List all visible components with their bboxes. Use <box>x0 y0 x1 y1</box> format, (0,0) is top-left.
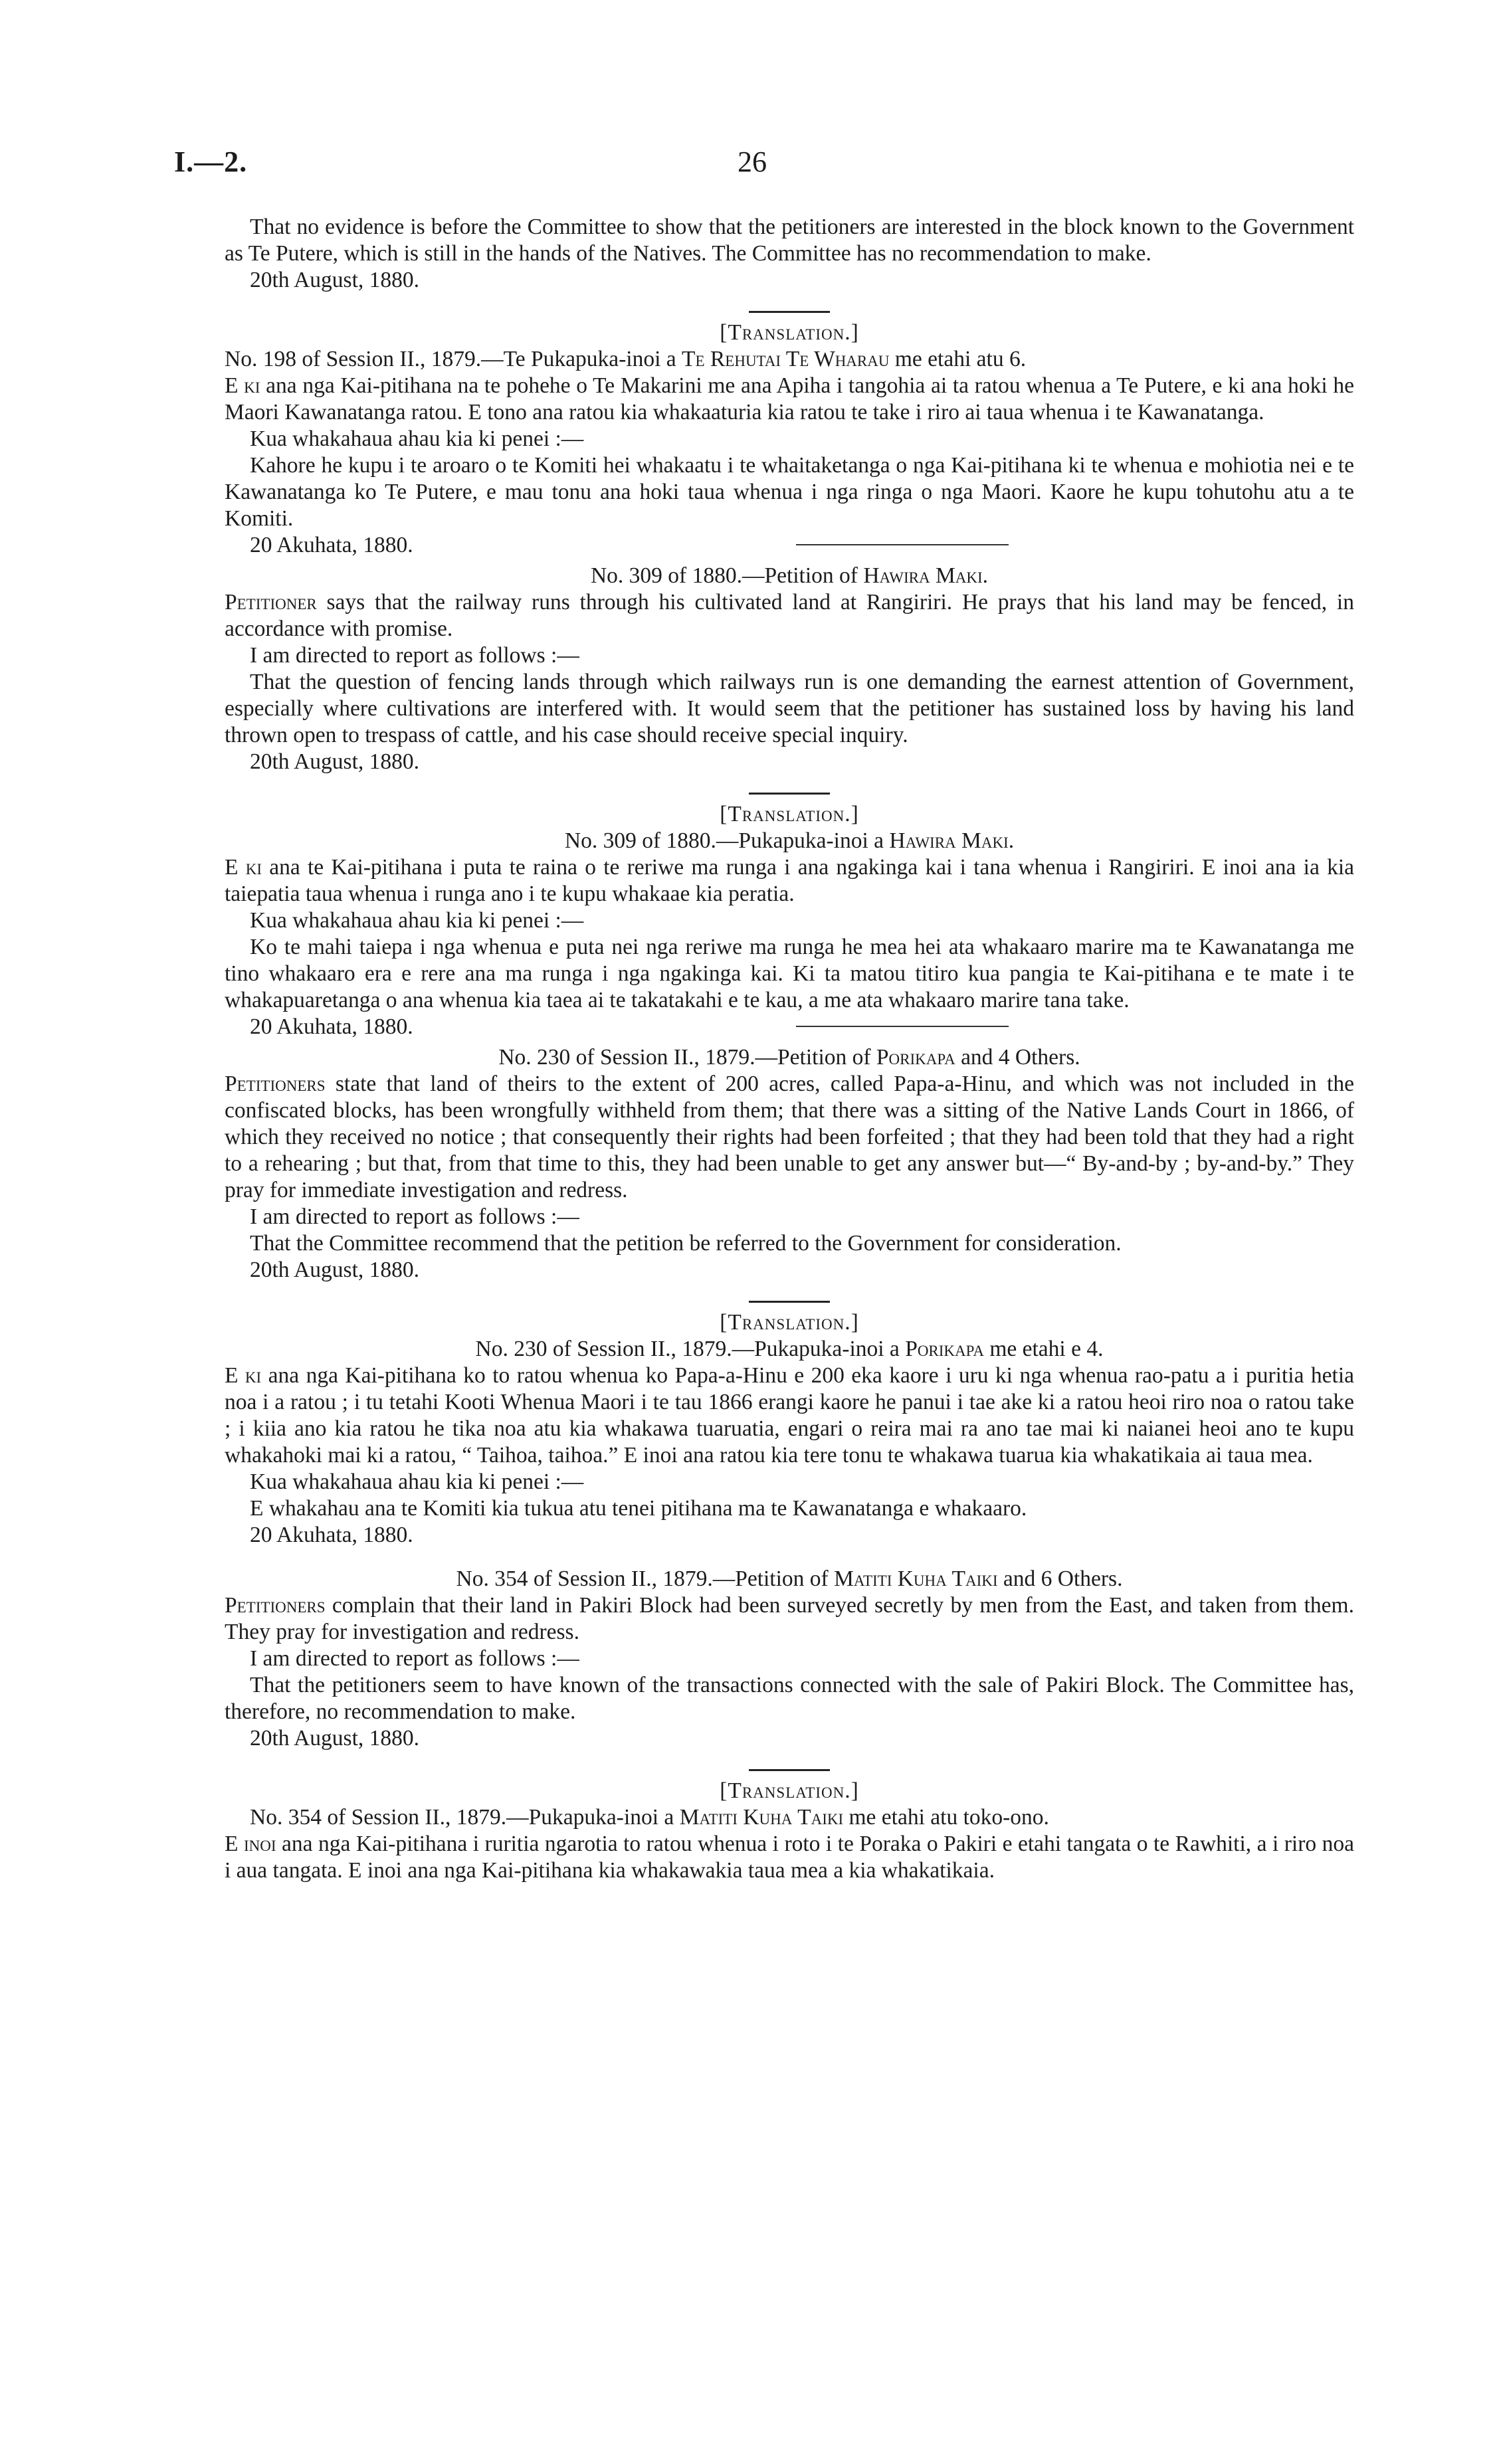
paragraph: Kua whakahaua ahau kia ki penei :— <box>250 1469 584 1494</box>
translation-label: [Translation.] <box>720 802 859 826</box>
paragraph: I am directed to report as follows :— <box>250 1646 579 1671</box>
paragraph-text: ana nga Kai-pitihana ko to ratou whenua ko Papa-a-Hinu e 200 eka kaore i uru ki nga whenua rao-patu a i puritia hetia noa i a ratou ; i tu tetahi Kooti Whenua Maori i te tau 1866 erangi kaore he panui i tae ake ki a ratou heoi riro noa o ratou take ; i kiia ano kia ratou he tika noa atu kia whakawa tuaruatia, engari o reira mai ra ano tae mai ki naianei heoi ano te kupu whakahoki mai ki a ratou, “ Taihoa, taihoa.” E inoi ana ratou kia tere tonu te whakawa tuarua kia whakatikaia ai taua mea. <box>225 1363 1354 1468</box>
paragraph <box>225 373 1354 426</box>
section-rule <box>749 793 830 795</box>
petitioner-name: Matiti Kuha Taiki <box>679 1805 844 1830</box>
document-reference: I.—2. <box>174 145 248 178</box>
petitioner-name: Porikapa <box>876 1045 955 1070</box>
date-line: 20th August, 1880. <box>250 268 419 292</box>
lead-words: E ki <box>225 1363 262 1388</box>
document-body <box>225 214 1354 1884</box>
paragraph: I am directed to report as follows :— <box>250 643 579 668</box>
paragraph-text: complain that their land in Pakiri Block had been surveyed secretly by men from the East, and taken from them. They pray for investigation and redress. <box>225 1593 1354 1644</box>
title-text: and 6 Others. <box>997 1566 1123 1591</box>
date-line: 20 Akuhata, 1880. <box>250 1523 413 1547</box>
paragraph <box>225 1592 1354 1646</box>
paragraph-text: state that land of theirs to the extent of 200 acres, called Papa-a-Hinu, and which was not included in the confiscated blocks, has been wrongfully withheld from them; that there was a sitting of the Native Lands Court in 1866, of which they received no notice ; that consequently their rights had been forfeited ; that they had been told that they had a right to a rehearing ; but that, from that time to this, they had been unable to get any answer but—“ By-and-by ; by-and-by.” They pray for immediate investigation and redress. <box>225 1072 1354 1202</box>
title-text: No. 309 of 1880.—Pukapuka-inoi a <box>564 828 890 853</box>
paragraph: E whakahau ana te Komiti kia tukua atu tenei pitihana ma te Kawanatanga e whakaaro. <box>250 1496 1027 1521</box>
petitioner-name: Te Rehutai Te Wharau <box>682 347 890 371</box>
title-text: No. 309 of 1880.—Petition of <box>590 563 864 588</box>
section-title <box>225 1336 1354 1363</box>
paragraph-text: ana nga Kai-pitihana na te pohehe o Te Makarini me ana Apiha i tangohia ai ta ratou whenua a Te Putere, e ki ana hoki he Maori Kawanatanga ratou. E tono ana ratou kia whakaaturia kia ratou te take i riro ai taua whenua i te Kawanatanga. <box>225 373 1354 425</box>
paragraph <box>225 854 1354 907</box>
paragraph: That the Committee recommend that the petition be referred to the Government for consideration. <box>250 1231 1122 1256</box>
lead-words: E ki <box>225 855 262 880</box>
title-text: No. 354 of Session II., 1879.—Pukapuka-inoi a <box>250 1805 680 1830</box>
paragraph: I am directed to report as follows :— <box>250 1204 579 1229</box>
section-title <box>225 1804 1354 1831</box>
lead-words: Petitioners <box>225 1593 326 1618</box>
paragraph <box>225 1363 1354 1469</box>
translation-label: [Translation.] <box>720 1310 859 1335</box>
section-title <box>225 346 1354 373</box>
lead-words: E ki <box>225 373 260 398</box>
section-rule <box>749 1769 830 1771</box>
section-title <box>225 563 1354 589</box>
paragraph: That the petitioners seem to have known of the transactions connected with the sale of Pakiri Block. The Committee has, therefore, no recommendation to make. <box>225 1673 1354 1724</box>
title-text: me etahi e 4. <box>983 1337 1104 1361</box>
title-text: No. 230 of Session II., 1879.—Petition of <box>498 1045 876 1070</box>
title-text: No. 230 of Session II., 1879.—Pukapuka-inoi a <box>475 1337 906 1361</box>
petitioner-name: Matiti Kuha Taiki <box>834 1566 998 1591</box>
title-text: No. 354 of Session II., 1879.—Petition of <box>456 1566 835 1591</box>
title-text: No. 198 of Session II., 1879.—Te Pukapuka-inoi a <box>225 347 682 371</box>
title-text: me etahi atu 6. <box>889 347 1027 371</box>
section-rule <box>749 311 830 313</box>
paragraph-text: ana nga Kai-pitihana i ruritia ngarotia to ratou whenua i roto i te Poraka o Pakiri e etahi tangata o te Rawhiti, a i riro noa i aua tangata. E inoi ana nga Kai-pitihana kia whakawakia taua mea a kia whakatikaia. <box>225 1832 1354 1883</box>
petitioner-name: Porikapa <box>905 1337 984 1361</box>
paragraph <box>225 1071 1354 1204</box>
section-title <box>225 828 1354 854</box>
paragraph: Kua whakahaua ahau kia ki penei :— <box>250 426 584 451</box>
paragraph: Kua whakahaua ahau kia ki penei :— <box>250 908 584 933</box>
lead-words: E inoi <box>225 1832 276 1856</box>
paragraph-text: says that the railway runs through his cultivated land at Rangiriri. He prays that his land may be fenced, in accordance with promise. <box>225 590 1354 641</box>
paragraph: That the question of fencing lands through which railways run is one demanding the earnest attention of Government, especially where cultivations are interfered with. It would seem that the petitioner has sustained loss by having his land thrown open to trespass of cattle, and his case should receive special inquiry. <box>225 670 1354 747</box>
section-title <box>225 1044 1354 1071</box>
date-line: 20th August, 1880. <box>250 1258 419 1282</box>
page-number: 26 <box>738 145 767 178</box>
date-line: 20th August, 1880. <box>250 749 419 774</box>
lead-words: Petitioner <box>225 590 317 615</box>
title-text: me etahi atu toko-ono. <box>843 1805 1049 1830</box>
paragraph-text: ana te Kai-pitihana i puta te raina o te reriwe ma runga i ana ngakinga kai i tana whenua i Rangiriri. E inoi ana ia kia taiepatia taua whenua i runga ano i te kupu whakaae kia peratia. <box>225 855 1354 906</box>
title-text: and 4 Others. <box>955 1045 1080 1070</box>
date-line: 20 Akuhata, 1880. <box>250 533 413 557</box>
date-line: 20th August, 1880. <box>250 1726 419 1751</box>
paragraph: Kahore he kupu i te aroaro o te Komiti hei whakaatu i te whaitaketanga o nga Kai-pitihana ki te whenua e mohiotia nei e te Kawanatanga ko Te Putere, e mau tonu ana hoki taua whenua i nga ringa o nga Maori. Kaore he kupu tohutohu atu a te Komiti. <box>225 453 1354 531</box>
page-header <box>174 145 1330 185</box>
paragraph <box>225 589 1354 642</box>
petitioner-name: Hawira Maki. <box>863 563 989 588</box>
lead-words: Petitioners <box>225 1072 326 1096</box>
paragraph: Ko te mahi taiepa i nga whenua e puta nei nga reriwe ma runga he mea hei ata whakaaro marire ma te Kawanatanga me tino whakaaro era e rere ana ma runga i nga ngakinga kai. Ki ta matou titiro kua pangia te Kai-pitihana e te mate i te whakapuaretanga o ana whenua kia taea ai te takatakahi e te kau, a me ata whakaaro marire tana take. <box>225 935 1354 1012</box>
section-title <box>225 1566 1354 1592</box>
translation-label: [Translation.] <box>720 320 859 345</box>
translation-label: [Translation.] <box>720 1778 859 1803</box>
paragraph: That no evidence is before the Committee to show that the petitioners are interested in the block known to the Government as Te Putere, which is still in the hands of the Natives. The Committee has no recommendation to make. <box>225 215 1354 266</box>
date-line: 20 Akuhata, 1880. <box>250 1014 413 1039</box>
petitioner-name: Hawira Maki. <box>889 828 1015 853</box>
paragraph <box>225 1831 1354 1884</box>
section-rule <box>749 1301 830 1303</box>
